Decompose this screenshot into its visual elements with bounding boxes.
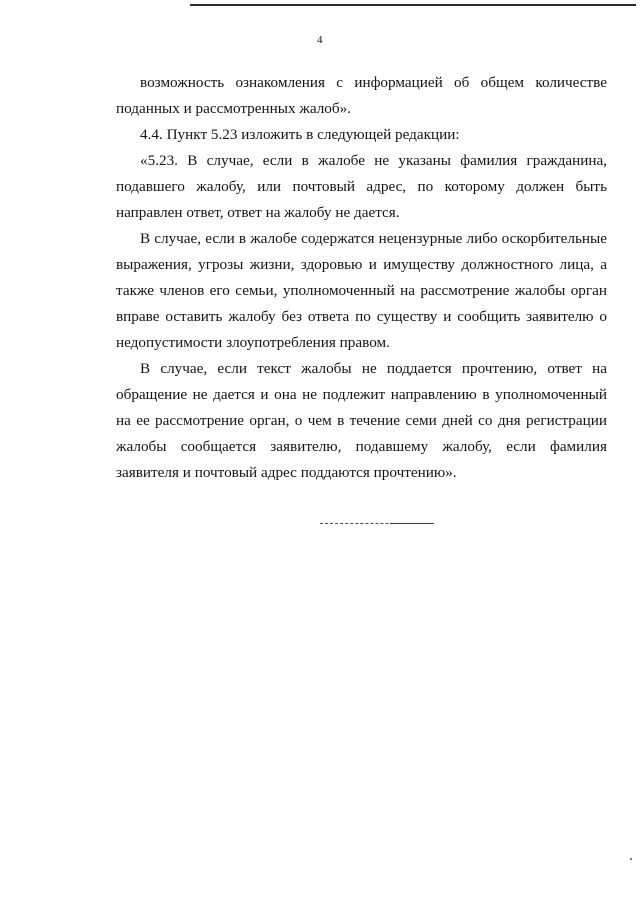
top-border-line	[190, 4, 636, 6]
paragraph-obscene-content: В случае, если в жалобе содержатся нецензурные либо оскорбительные выражения, угрозы жизни, здоровью и имуществу должностного лица, а также членов его семьи, уполномоченный на рассмотрение жалобы орган вправе оставить жалобу без ответа по существу и сообщить заявителю о недопустимости злоупотребления правом.	[116, 230, 607, 351]
scan-speck	[630, 858, 632, 860]
paragraph-unreadable-text: В случае, если текст жалобы не поддается прочтению, ответ на обращение не дается и она не подлежит направлению в уполномоченный на ее рассмотрение орган, о чем в течение семи дней со дня регистрации жалобы сообщается заявителю, подавшему жалобу, если фамилия заявителя и почтовый адрес поддаются прочтению».	[116, 360, 607, 481]
document-body	[116, 70, 607, 486]
paragraph-continuation: возможность ознакомления с информацией об общем количестве поданных и рассмотренных жалоб».	[116, 74, 607, 117]
page-number: 4	[317, 34, 323, 46]
paragraph-item-4-4: 4.4. Пункт 5.23 изложить в следующей редакции:	[140, 126, 460, 143]
end-of-text-line-solid	[390, 523, 434, 524]
paragraph-clause-5-23: «5.23. В случае, если в жалобе не указаны фамилия гражданина, подавшего жалобу, или почтовый адрес, по которому должен быть направлен ответ, ответ на жалобу не дается.	[116, 152, 607, 221]
